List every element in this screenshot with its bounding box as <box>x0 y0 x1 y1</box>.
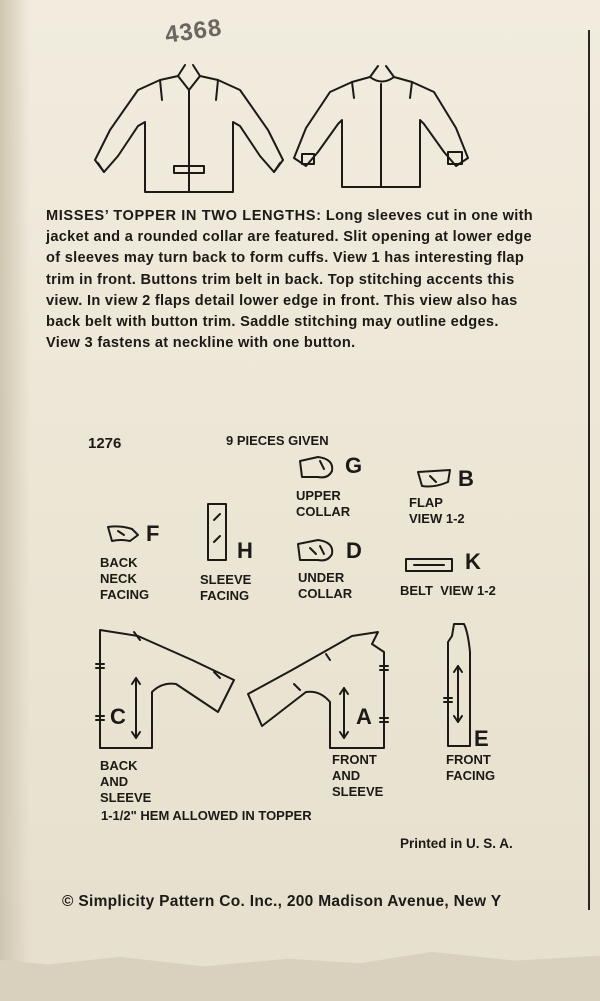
front-facing-piece-icon <box>444 622 474 748</box>
piece-g-letter: G <box>345 453 363 478</box>
back-neck-facing-piece-icon <box>106 523 140 545</box>
description-heading: MISSES’ TOPPER IN TWO LENGTHS: <box>46 208 322 224</box>
description-body: Long sleeves cut in one with jacket and a rounded collar are featured. Slit opening at lower edge of sleeves may turn back to form cuffs. View 1 has interesting flap trim in front. Buttons trim belt in back. Top stitching accents this view. In view 2 flaps detail lower edge in front. This view also has back belt with button trim. Saddle stitching may outline edges. View 3 fastens at neckline with one button. <box>46 208 534 352</box>
piece-g-label: UPPER COLLAR <box>296 488 351 519</box>
pieces-given-count: 9 PIECES GIVEN <box>226 433 329 448</box>
stock-number-stamp: 4368 <box>163 14 224 49</box>
piece-c-label: BACK AND SLEEVE <box>100 758 152 805</box>
piece-d-letter: D <box>346 538 362 563</box>
flap-piece-icon <box>416 468 452 490</box>
piece-b-letter: B <box>458 466 474 491</box>
under-collar-piece-icon <box>296 538 338 566</box>
jacket-front-view-sketch <box>90 60 290 200</box>
piece-c-letter: C <box>110 704 126 729</box>
sleeve-facing-piece-icon <box>206 502 230 564</box>
hem-allowance-note: 1-1/2" HEM ALLOWED IN TOPPER <box>101 808 312 823</box>
piece-e-letter: E <box>474 726 489 751</box>
pattern-description <box>46 206 536 354</box>
front-and-sleeve-piece-icon <box>244 630 390 750</box>
copyright-line: © Simplicity Pattern Co. Inc., 200 Madison Avenue, New Y <box>62 893 502 910</box>
piece-f-label: BACK NECK FACING <box>100 555 150 602</box>
piece-a-label: FRONT AND SLEEVE <box>332 752 384 799</box>
piece-d-label: UNDER COLLAR <box>298 570 353 601</box>
piece-h-letter: H <box>237 538 253 563</box>
piece-h-label: SLEEVE FACING <box>200 572 252 603</box>
printed-in-usa: Printed in U. S. A. <box>400 836 513 851</box>
back-and-sleeve-piece-icon <box>96 628 238 750</box>
upper-collar-piece-icon <box>298 455 338 483</box>
piece-a-letter: A <box>356 704 372 729</box>
right-border-line <box>588 30 590 910</box>
belt-piece-icon <box>404 556 456 574</box>
envelope-edge-shadow <box>0 0 30 1001</box>
jacket-back-view-sketch <box>290 62 475 192</box>
piece-k-label: BELT VIEW 1-2 <box>400 583 496 598</box>
pattern-number: 1276 <box>88 435 122 452</box>
piece-b-label: FLAP VIEW 1-2 <box>409 495 465 526</box>
piece-f-letter: F <box>146 521 160 546</box>
piece-k-letter: K <box>465 549 481 574</box>
piece-e-label: FRONT FACING <box>446 752 496 783</box>
